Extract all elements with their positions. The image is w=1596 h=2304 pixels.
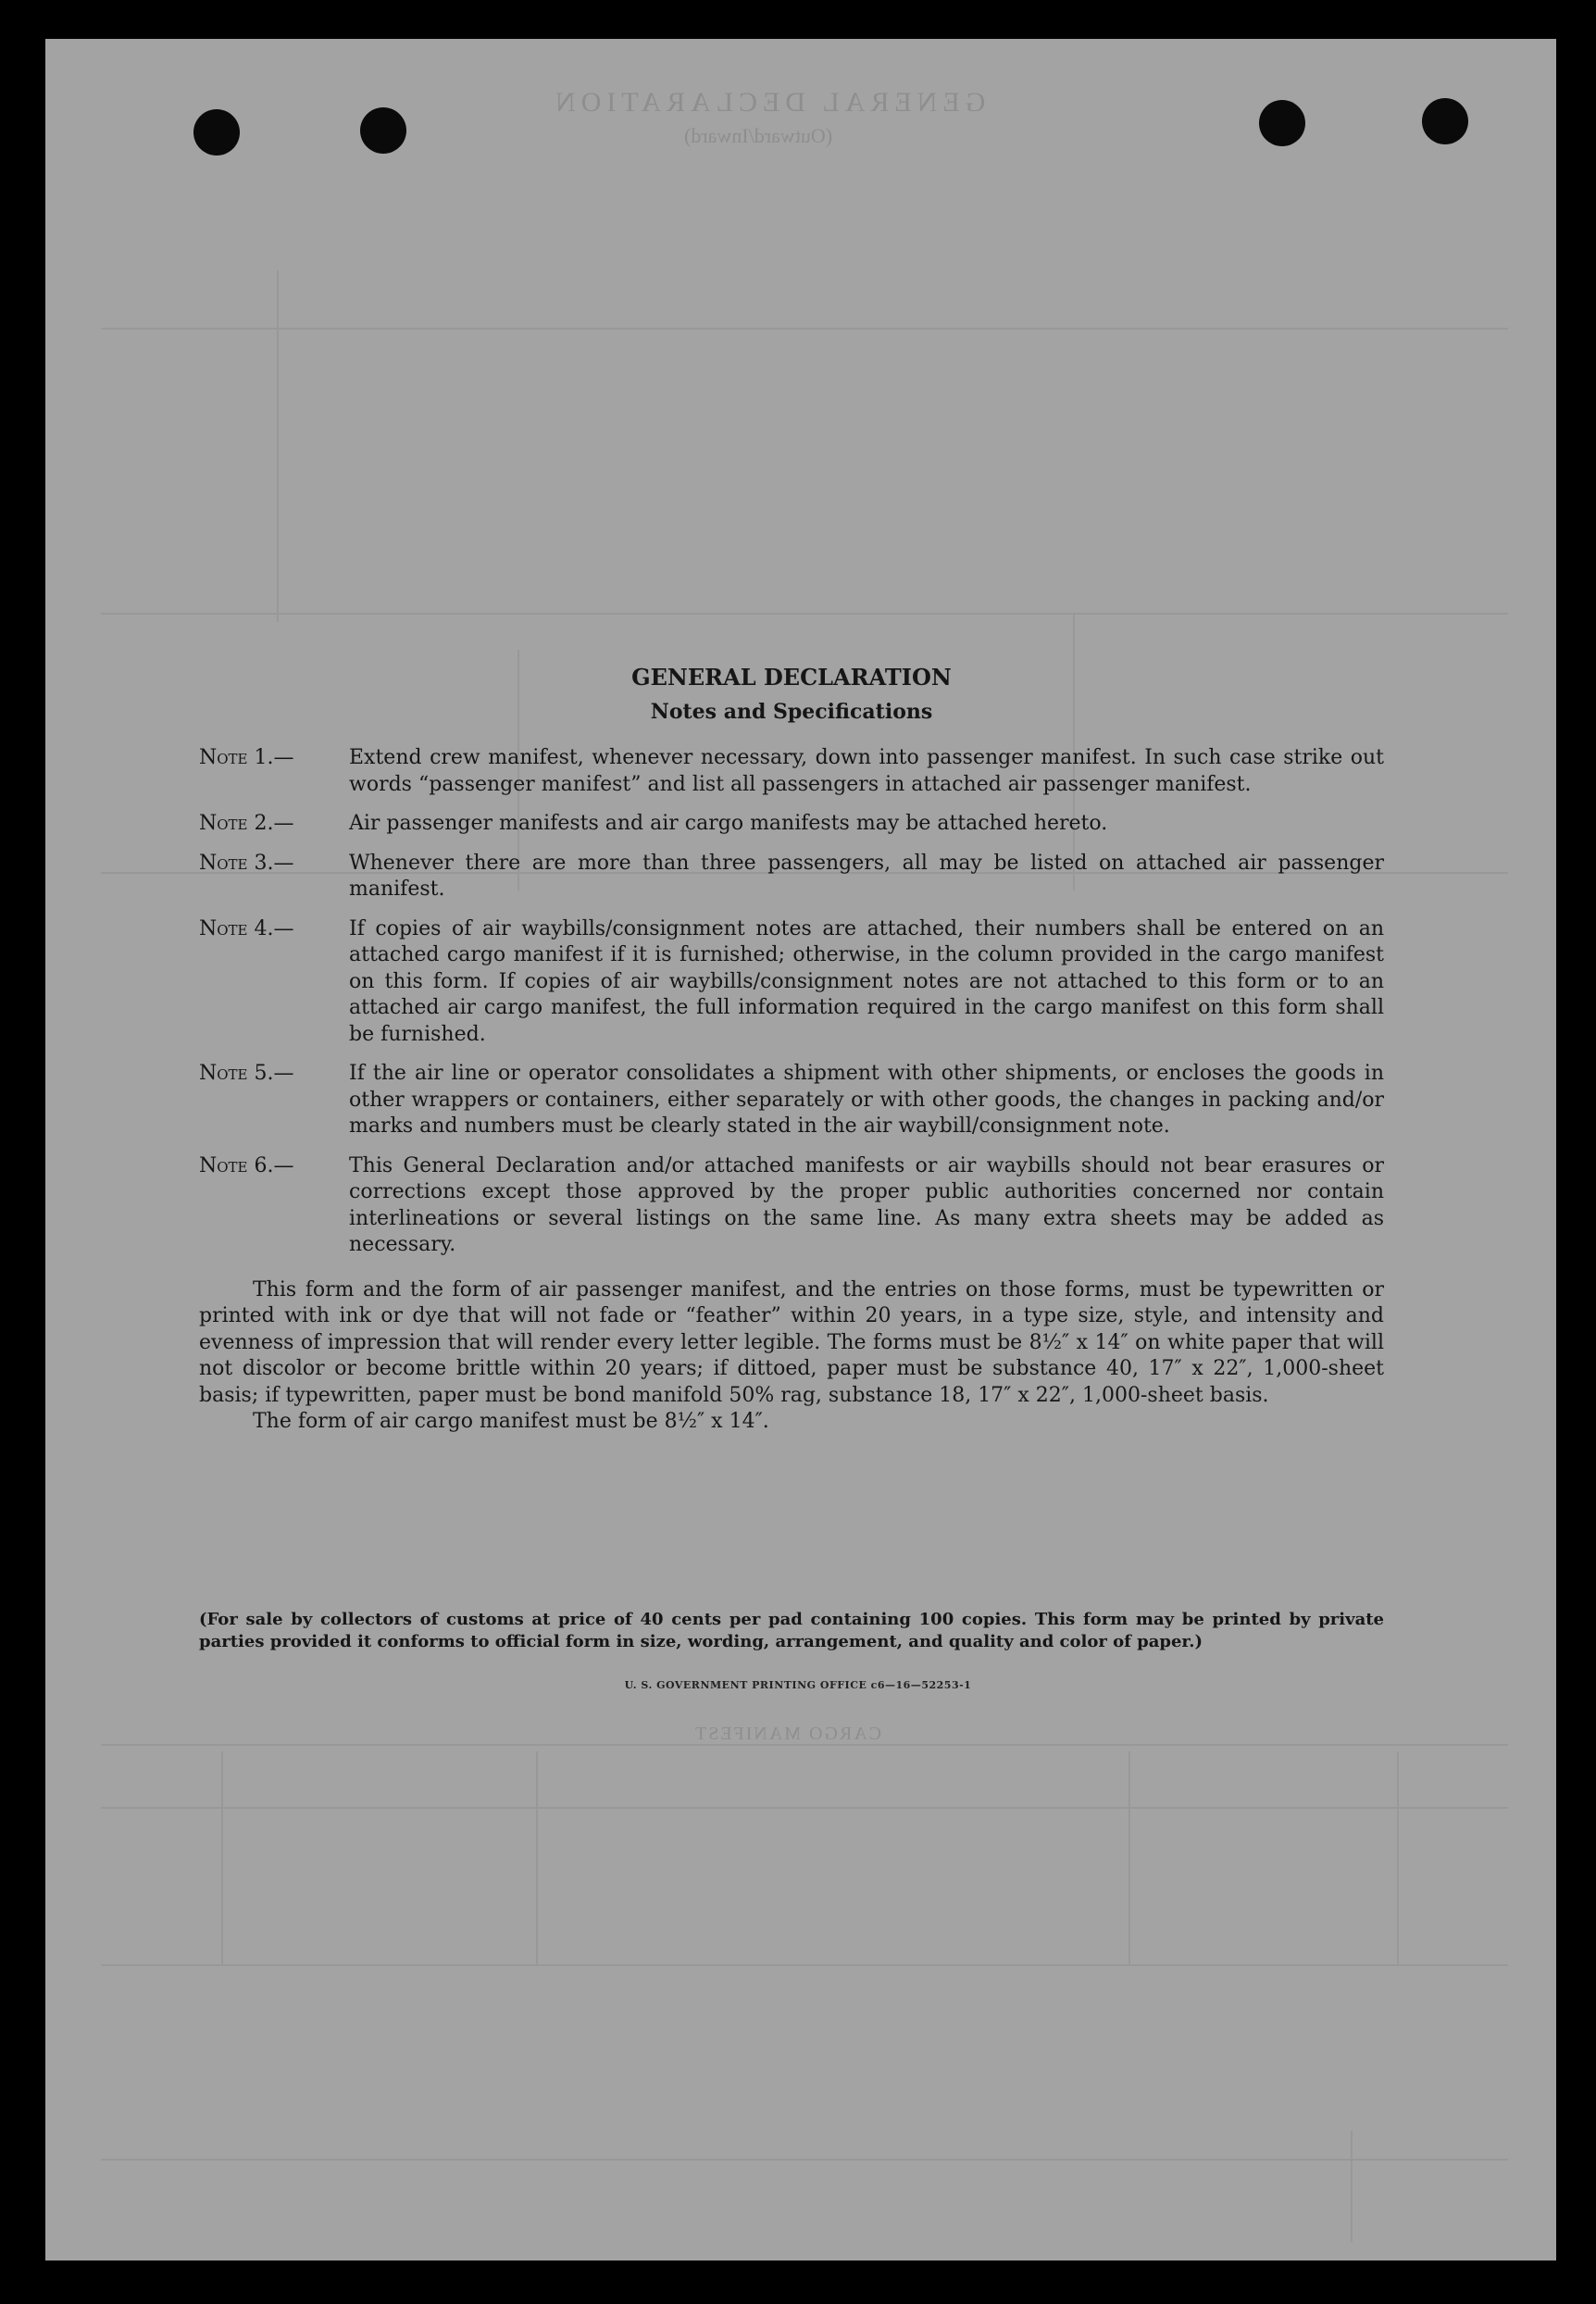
specifications-paragraph: This form and the form of air passenger manifest, and the entries on those forms, must be typewritten or printed with ink or dye that will not fade or “feather” within 20 years, in a type size, style, and intensity and evenness of impression that will render every letter legible. The forms must be 8½″ x 14″ on white paper that will not discolor or become brittle within 20 years; if dittoed, paper must be substance 40, 17″ x 22″, 1,000-sheet basis; if typewritten, paper must be bond manifold 50% rag, substance 18, 17″ x 22″, 1,000-sheet basis. bbox=[199, 1277, 1384, 1407]
note-3 bbox=[199, 851, 1384, 903]
bleed-through-rule bbox=[1397, 1751, 1399, 1964]
note-label: Note 2.— bbox=[199, 812, 294, 835]
bleed-through-rule bbox=[101, 2159, 1508, 2161]
cargo-form-size: The form of air cargo manifest must be 8½″ x 14″. bbox=[253, 1410, 769, 1433]
note-1 bbox=[199, 745, 1384, 798]
punch-hole bbox=[1422, 98, 1468, 144]
note-text: If the air line or operator consolidates a shipment with other shipments, or encloses the goods in other wrappers or containers, either separately or with other goods, the changes in packing and/or marks and numbers must be clearly stated in the air waybill/consignment note. bbox=[349, 1062, 1384, 1138]
note-2 bbox=[199, 811, 1384, 838]
bleed-through-rule bbox=[101, 1744, 1508, 1746]
note-6 bbox=[199, 1153, 1384, 1259]
punch-hole bbox=[193, 109, 240, 156]
bleed-through-rule bbox=[277, 270, 279, 622]
printing-office-imprint: U. S. GOVERNMENT PRINTING OFFICE c6—16—52253-1 bbox=[624, 1679, 972, 1691]
bleed-through-header: GENERAL DECLARATION bbox=[550, 87, 986, 118]
note-4 bbox=[199, 916, 1384, 1049]
bleed-through-rule bbox=[101, 1964, 1508, 1966]
bleed-through-cargo-heading: CARGO MANIFEST bbox=[693, 1724, 882, 1744]
note-text: If copies of air waybills/consignment notes are attached, their numbers shall be entered on an attached cargo manifest if it is furnished; otherwise, in the column provided in the cargo manifest on this form. If copies of air waybills/consignment notes are not attached to this form or to an attached air cargo manifest, the full information required in the cargo manifest on this form shall be furnished. bbox=[349, 916, 1384, 1046]
note-label: Note 1.— bbox=[199, 746, 294, 769]
note-label: Note 4.— bbox=[199, 916, 294, 940]
bleed-through-rule bbox=[221, 1751, 223, 1964]
note-text: Extend crew manifest, whenever necessary, down into passenger manifest. In such case strike out words “passenger manifest” and list all passengers in attached air passenger manifest. bbox=[349, 746, 1384, 796]
note-label: Note 5.— bbox=[199, 1062, 294, 1085]
bleed-through-rule bbox=[1128, 1751, 1130, 1964]
document-title: GENERAL DECLARATION bbox=[631, 664, 952, 691]
note-5 bbox=[199, 1061, 1384, 1140]
bleed-through-rule bbox=[536, 1751, 538, 1964]
bleed-through-rule bbox=[101, 613, 1508, 615]
bleed-through-rule bbox=[101, 1807, 1508, 1809]
note-label: Note 6.— bbox=[199, 1153, 294, 1177]
sale-note: (For sale by collectors of customs at price of 40 cents per pad containing 100 copies. This form may be printed by private parties provided it conforms to official form in size, wording, arrangement, and quality and color of paper.) bbox=[199, 1610, 1384, 1651]
bleed-through-subheader: (Outward/Inward) bbox=[684, 124, 833, 147]
note-text: Whenever there are more than three passengers, all may be listed on attached air passenger manifest. bbox=[349, 851, 1384, 901]
note-label: Note 3.— bbox=[199, 851, 294, 875]
document-subtitle: Notes and Specifications bbox=[650, 699, 933, 724]
punch-hole bbox=[360, 107, 406, 154]
bleed-through-rule bbox=[1351, 2131, 1353, 2242]
notes-section bbox=[199, 665, 1384, 1436]
note-text: Air passenger manifests and air cargo manifests may be attached hereto. bbox=[349, 812, 1108, 835]
note-text: This General Declaration and/or attached manifests or air waybills should not bear erasures or corrections except those approved by the proper public authorities concerned nor contain interlineations or several listings on the same line. As many extra sheets may be added as necessary. bbox=[349, 1153, 1384, 1256]
bleed-through-rule bbox=[101, 328, 1508, 330]
punch-hole bbox=[1259, 100, 1305, 146]
